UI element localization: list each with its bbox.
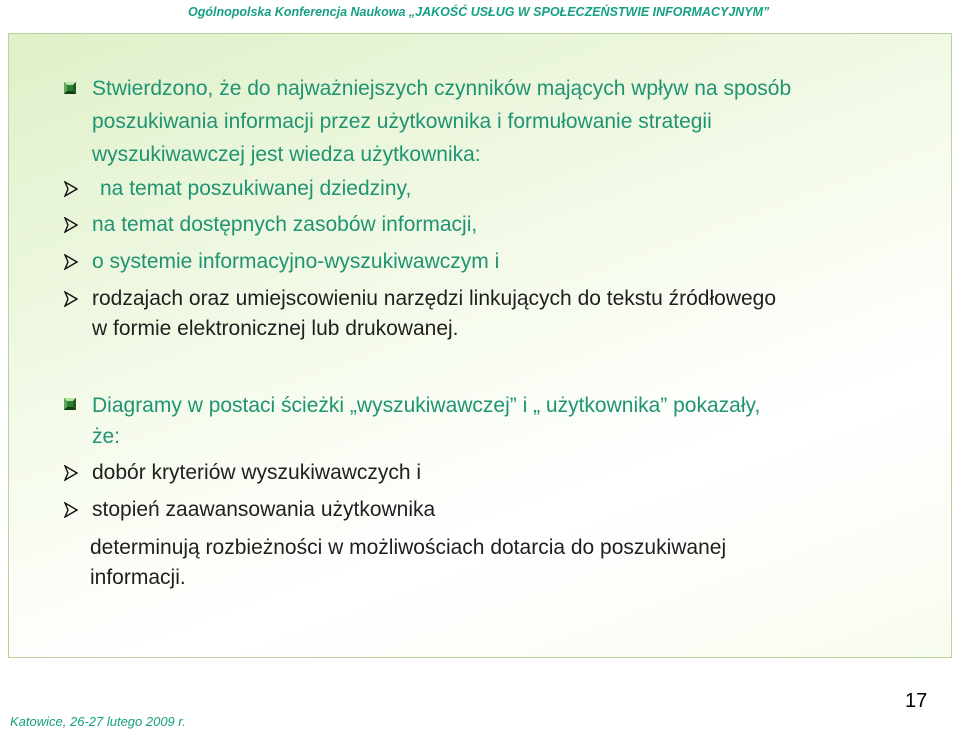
section2-intro-line: że:: [92, 425, 121, 448]
section2-item: stopień zaawansowania użytkownika: [92, 498, 436, 521]
footer-location-date: Katowice, 26-27 lutego 2009 r.: [10, 714, 186, 729]
section2-intro-line: Diagramy w postaci ścieżki „wyszukiwawczej” i „ użytkownika” pokazały,: [92, 394, 761, 417]
page-number: 17: [905, 690, 928, 712]
arrowhead-bullet-icon: [64, 502, 78, 518]
section2-item: dobór kryteriów wyszukiwawczych i: [92, 461, 422, 484]
section1-intro-line: Stwierdzono, że do najważniejszych czynników mających wpływ na sposób: [92, 77, 792, 100]
arrowhead-bullet-icon: [64, 181, 78, 197]
conference-header: Ogólnopolska Konferencja Naukowa „JAKOŚĆ USŁUG W SPOŁECZEŃSTWIE INFORMACYJNYM”: [188, 5, 770, 19]
square-bullet-icon: [64, 398, 76, 410]
section1-item: na temat dostępnych zasobów informacji,: [92, 213, 478, 236]
arrowhead-bullet-icon: [64, 465, 78, 481]
section1-item: rodzajach oraz umiejscowieniu narzędzi linkujących do tekstu źródłowego: [92, 287, 777, 310]
section1-item: o systemie informacyjno-wyszukiwawczym i: [92, 250, 500, 273]
section1-intro-line: wyszukiwawczej jest wiedza użytkownika:: [92, 143, 481, 166]
arrowhead-bullet-icon: [64, 254, 78, 270]
square-bullet-icon: [64, 82, 76, 94]
arrowhead-bullet-icon: [64, 291, 78, 307]
section1-item-continuation: w formie elektronicznej lub drukowanej.: [92, 317, 459, 340]
section1-item: na temat poszukiwanej dziedziny,: [100, 177, 412, 200]
section1-intro-line: poszukiwania informacji przez użytkownika i formułowanie strategii: [92, 110, 712, 133]
section2-conclusion-line: informacji.: [90, 566, 186, 589]
section2-conclusion-line: determinują rozbieżności w możliwościach dotarcia do poszukiwanej: [90, 536, 727, 559]
arrowhead-bullet-icon: [64, 217, 78, 233]
